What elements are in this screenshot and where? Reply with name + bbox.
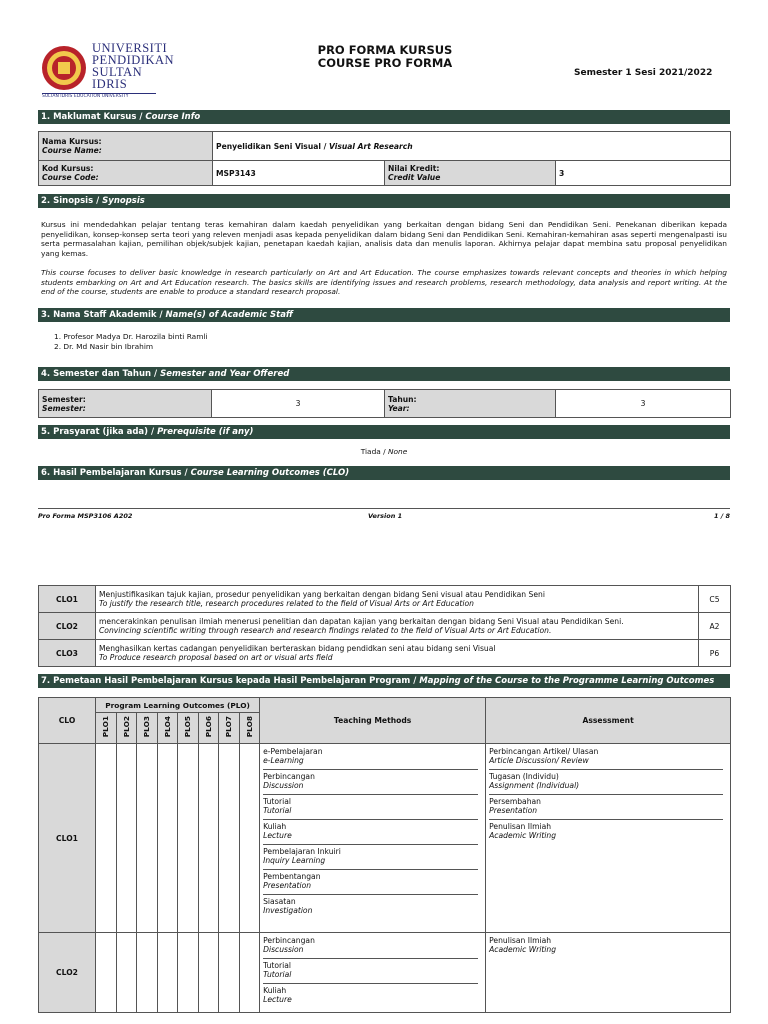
plo-header: PLO6 — [198, 713, 219, 744]
plo-header: PLO5 — [178, 713, 199, 744]
course-name-value: Penyelidikan Seni Visual / Visual Art Research — [213, 132, 731, 161]
plo-group-header: Program Learning Outcomes (PLO) — [96, 698, 260, 713]
assessment-item: Penulisan Ilmiah Academic Writing — [489, 936, 557, 954]
teaching-method: Tutorial Tutorial — [263, 795, 478, 820]
teaching-methods-cell — [260, 933, 486, 1013]
assessment-item: Tugasan (Individu) Assignment (Individual) — [489, 770, 723, 795]
plo-cell — [219, 744, 240, 933]
staff-list — [54, 332, 208, 352]
plo-cell — [96, 744, 117, 933]
logo-line-3: SULTAN IDRIS — [92, 65, 143, 91]
page-footer — [38, 508, 730, 523]
section-course-info: 1. Maklumat Kursus / Course Info — [38, 110, 730, 124]
plo-cell — [137, 744, 158, 933]
footer-version: Version 1 — [368, 512, 403, 520]
semester-value: 3 — [212, 390, 385, 418]
section-semester-year: 4. Semester dan Tahun / Semester and Year Offered — [38, 367, 730, 381]
section-academic-staff: 3. Nama Staff Akademik / Name(s) of Academic Staff — [38, 308, 730, 322]
clo-level: C5 — [699, 586, 731, 613]
plo-cell — [116, 933, 137, 1013]
plo-header: PLO8 — [239, 713, 260, 744]
plo-cell — [219, 933, 240, 1013]
plo-header: PLO1 — [96, 713, 117, 744]
page-title — [280, 44, 490, 70]
table-row — [39, 640, 731, 667]
clo-table — [38, 585, 731, 667]
plo-header: PLO3 — [137, 713, 158, 744]
clo-level: A2 — [699, 613, 731, 640]
plo-cell — [116, 744, 137, 933]
semester-session: Semester 1 Sesi 2021/2022 — [574, 68, 713, 78]
section-plo-mapping: 7. Pemetaan Hasil Pembelajaran Kursus kepada Hasil Pembelajaran Program / Mapping of the Course to the Programme Learning Outcomes — [38, 674, 730, 688]
synopsis-en: This course focuses to deliver basic knowledge in research particularly on Art and Art Education. The course emphasizes towards relevant concepts and theories in which helping students embarking on Art and Art Education research. The basics skills are identifying issues and research problems, research methodology, data analysis and report writing. At the end of the course, students are enable to produce a standard research proposal. — [41, 268, 727, 296]
credit-value-label: Nilai Kredit: Credit Value — [385, 161, 556, 186]
clo-description: Menjustifikasikan tajuk kajian, prosedur penyelidikan yang berkaitan dengan bidang Seni visual atau Pendidikan Seni To justify the research title, research procedures related to the field of Visual Arts or Art Education — [96, 586, 699, 613]
teaching-method: Kuliah Lecture — [263, 986, 292, 1004]
teaching-method: Perbincangan Discussion — [263, 770, 478, 795]
assessment-cell — [486, 933, 731, 1013]
course-name-label: Nama Kursus: Course Name: — [39, 132, 213, 161]
section-synopsis: 2. Sinopsis / Synopsis — [38, 194, 730, 208]
semester-label: Semester: Semester: — [39, 390, 212, 418]
plo-header: PLO2 — [116, 713, 137, 744]
plo-cell — [96, 933, 117, 1013]
credit-value: 3 — [556, 161, 731, 186]
footer-doc-code: Pro Forma MSP3106 A202 — [38, 512, 133, 520]
plo-header: PLO7 — [219, 713, 240, 744]
logo-line-2: PENDIDIKAN — [92, 53, 175, 67]
plo-cell — [178, 744, 199, 933]
teaching-method: e-Pembelajaran e-Learning — [263, 745, 478, 770]
table-row — [39, 586, 731, 613]
year-value: 3 — [556, 390, 731, 418]
logo-subtitle: SULTAN IDRIS EDUCATION UNIVERSITY — [42, 93, 156, 99]
teaching-methods-header: Teaching Methods — [260, 698, 486, 744]
plo-cell — [157, 933, 178, 1013]
footer-page-number: 1 / 8 — [714, 512, 730, 520]
plo-cell — [198, 744, 219, 933]
title-ms: PRO FORMA KURSUS — [317, 43, 453, 57]
prerequisite-value: Tiada / None — [360, 447, 408, 456]
teaching-methods-cell — [260, 744, 486, 933]
clo-id: CLO2 — [39, 613, 96, 640]
university-crest-icon — [40, 44, 88, 92]
course-code-label: Kod Kursus: Course Code: — [39, 161, 213, 186]
clo-id: CLO1 — [39, 744, 96, 933]
plo-cell — [239, 933, 260, 1013]
teaching-method: Siasatan Investigation — [263, 897, 313, 915]
synopsis-ms: Kursus ini mendedahkan pelajar tentang teras kemahiran dalam kaedah penyelidikan yang berkaitan dengan bidang Seni dan Pendidikan Seni. Penekanan diberikan kepada penyelidikan, konsep-konsep serta teori yang releven menjadi asas kepada penyelidikan dalam bidang Seni dan Pendidikan Seni. Kemahiran-kemahiran asas seperti mengenalpasti isu serta permasalahan kajian, pemilihan objek/subjek kajian, penetapan kaedah kajian, analisis data dan menulis laporan. Akhirnya pelajar dapat membina satu proposal penyelidikan yang kemas. — [41, 220, 727, 258]
assessment-header: Assessment — [486, 698, 731, 744]
staff-item: 2. Dr. Md Nasir bin Ibrahim — [54, 342, 154, 351]
table-row — [39, 933, 731, 1013]
clo-id: CLO1 — [39, 586, 96, 613]
teaching-method: Pembelajaran Inkuiri Inquiry Learning — [263, 845, 478, 870]
staff-item: 1. Profesor Madya Dr. Harozila binti Ramli — [54, 332, 208, 341]
semester-year-table — [38, 389, 731, 418]
clo-level: P6 — [699, 640, 731, 667]
assessment-item: Persembahan Presentation — [489, 795, 723, 820]
course-info-table — [38, 131, 731, 186]
section-prerequisite: 5. Prasyarat (jika ada) / Prerequisite (if any) — [38, 425, 730, 439]
section-clo: 6. Hasil Pembelajaran Kursus / Course Learning Outcomes (CLO) — [38, 466, 730, 480]
title-en: COURSE PRO FORMA — [317, 56, 453, 70]
teaching-method: Perbincangan Discussion — [263, 934, 478, 959]
teaching-method: Tutorial Tutorial — [263, 959, 478, 984]
clo-description: Menghasilkan kertas cadangan penyelidikan berteraskan bidang pendidkan seni atau bidang seni Visual To Produce research proposal based on art or visual arts field — [96, 640, 699, 667]
teaching-method: Kuliah Lecture — [263, 820, 478, 845]
assessment-item: Perbincangan Artikel/ Ulasan Article Discussion/ Review — [489, 745, 723, 770]
table-row — [39, 744, 731, 933]
university-logo — [40, 40, 175, 102]
table-row — [39, 613, 731, 640]
plo-cell — [157, 744, 178, 933]
teaching-method: Pembentangan Presentation — [263, 870, 478, 895]
plo-cell — [178, 933, 199, 1013]
clo-id: CLO2 — [39, 933, 96, 1013]
plo-cell — [239, 744, 260, 933]
plo-cell — [137, 933, 158, 1013]
assessment-item: Penulisan Ilmiah Academic Writing — [489, 822, 557, 840]
plo-mapping-table — [38, 697, 731, 1013]
course-code-value: MSP3143 — [213, 161, 385, 186]
plo-header: PLO4 — [157, 713, 178, 744]
year-label: Tahun: Year: — [385, 390, 556, 418]
assessment-cell — [486, 744, 731, 933]
clo-description: mencerakinkan penulisan ilmiah menerusi penelitian dan dapatan kajian yang berkaitan dengan bidang Seni Visual atau Pendidikan Seni. Convincing scientific writing through research and research findings related to the field of Visual Arts or Art Education. — [96, 613, 699, 640]
clo-id: CLO3 — [39, 640, 96, 667]
logo-line-1: UNIVERSITI — [92, 41, 168, 55]
clo-column-header: CLO — [39, 698, 96, 744]
plo-cell — [198, 933, 219, 1013]
